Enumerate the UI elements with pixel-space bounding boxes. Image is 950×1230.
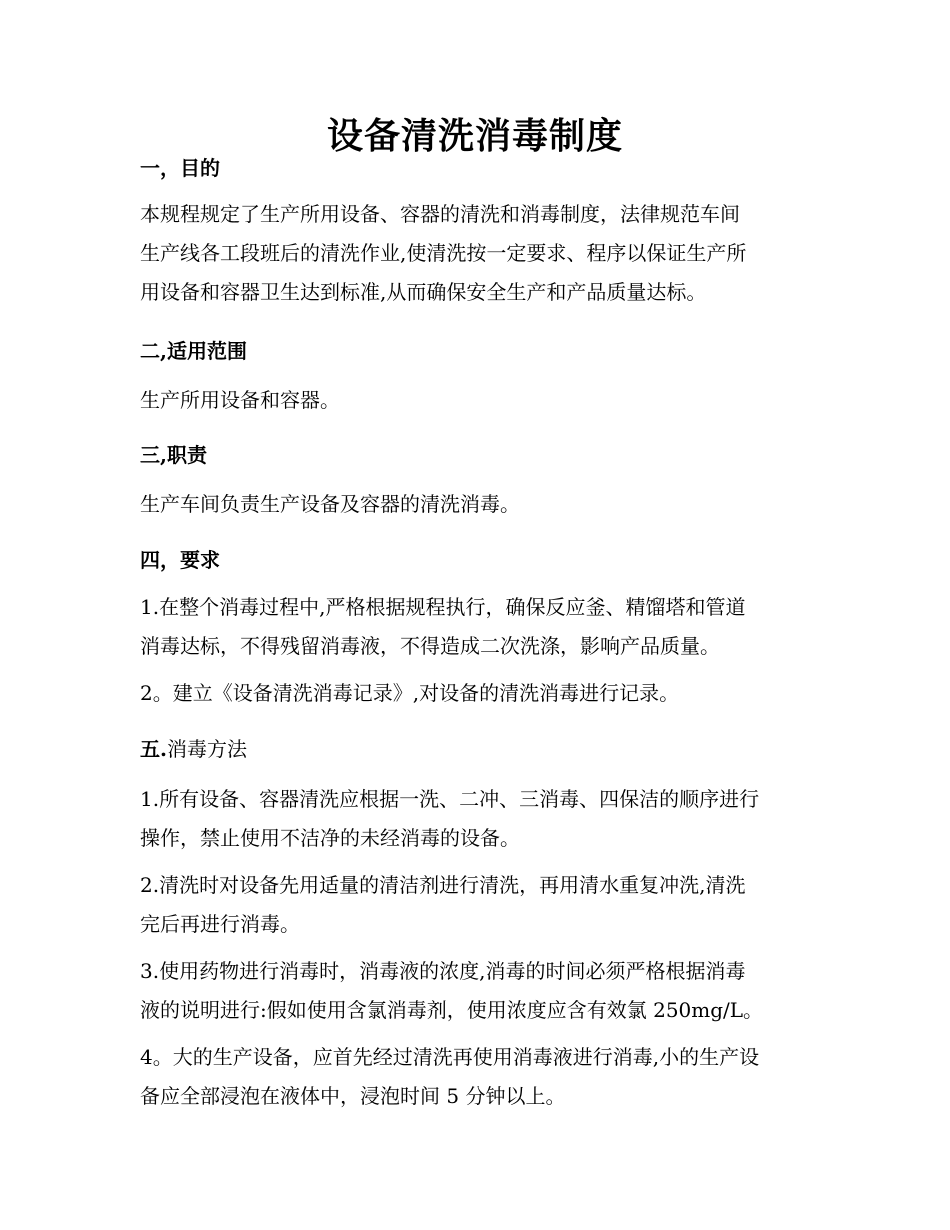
- section-heading-requirements: 四，要求: [140, 548, 220, 572]
- section-heading-text: 消毒方法: [166, 737, 247, 761]
- paragraph-line: 1.在整个消毒过程中,严格根据规程执行，确保反应釜、精馏塔和管道: [140, 595, 746, 619]
- paragraph-line: 生产所用设备和容器。: [140, 388, 340, 412]
- section-paragraph: [140, 866, 820, 944]
- paragraph-line: 液的说明进行:假如使用含氯消毒剂，使用浓度应含有效氯 250mg/L。: [140, 998, 764, 1022]
- section-paragraph: [140, 674, 820, 713]
- paragraph-line: 2。建立《设备清洗消毒记录》,对设备的清洗消毒进行记录。: [140, 681, 680, 705]
- paragraph-line: 本规程规定了生产所用设备、容器的清洗和消毒制度，法律规范车间: [140, 202, 740, 226]
- paragraph-line: 生产车间负责生产设备及容器的清洗消毒。: [140, 492, 520, 516]
- section-heading-purpose: 一，目的: [140, 156, 220, 180]
- paragraph-line: 4。大的生产设备，应首先经过清洗再使用消毒液进行消毒,小的生产设: [140, 1045, 760, 1069]
- section-paragraph: [140, 952, 820, 1030]
- document-title: 设备清洗消毒制度: [326, 115, 623, 157]
- section-paragraph: [140, 1038, 820, 1116]
- paragraph-line: 2.清洗时对设备先用适量的清洁剂进行清洗，再用清水重复冲洗,清洗: [140, 873, 746, 897]
- paragraph-line: 用设备和容器卫生达到标准,从而确保安全生产和产品质量达标。: [140, 280, 707, 304]
- paragraph-line: 备应全部浸泡在液体中，浸泡时间 5 分钟以上。: [140, 1084, 566, 1108]
- section-paragraph: [140, 588, 820, 666]
- paragraph-line: 生产线各工段班后的清洗作业,使清洗按一定要求、程序以保证生产所: [140, 241, 747, 265]
- section-paragraph: [140, 780, 820, 858]
- paragraph-line: 消毒达标，不得残留消毒液，不得造成二次洗涤，影响产品质量。: [140, 634, 720, 658]
- paragraph-line: 3.使用药物进行消毒时，消毒液的浓度,消毒的时间必须严格根据消毒: [140, 959, 746, 983]
- section-heading-responsibility: 三,职责: [140, 443, 207, 467]
- section-heading-scope: 二,适用范围: [140, 339, 247, 363]
- paragraph-line: 完后再进行消毒。: [140, 912, 300, 936]
- section-paragraph: [140, 381, 820, 420]
- section-heading-method: [140, 730, 820, 769]
- section-heading-number: 五.: [140, 737, 167, 761]
- paragraph-line: 1.所有设备、容器清洗应根据一洗、二冲、三消毒、四保洁的顺序进行: [140, 787, 760, 811]
- paragraph-line: 操作，禁止使用不洁净的未经消毒的设备。: [140, 826, 520, 850]
- section-paragraph: [140, 485, 820, 524]
- section-paragraph: [140, 195, 820, 312]
